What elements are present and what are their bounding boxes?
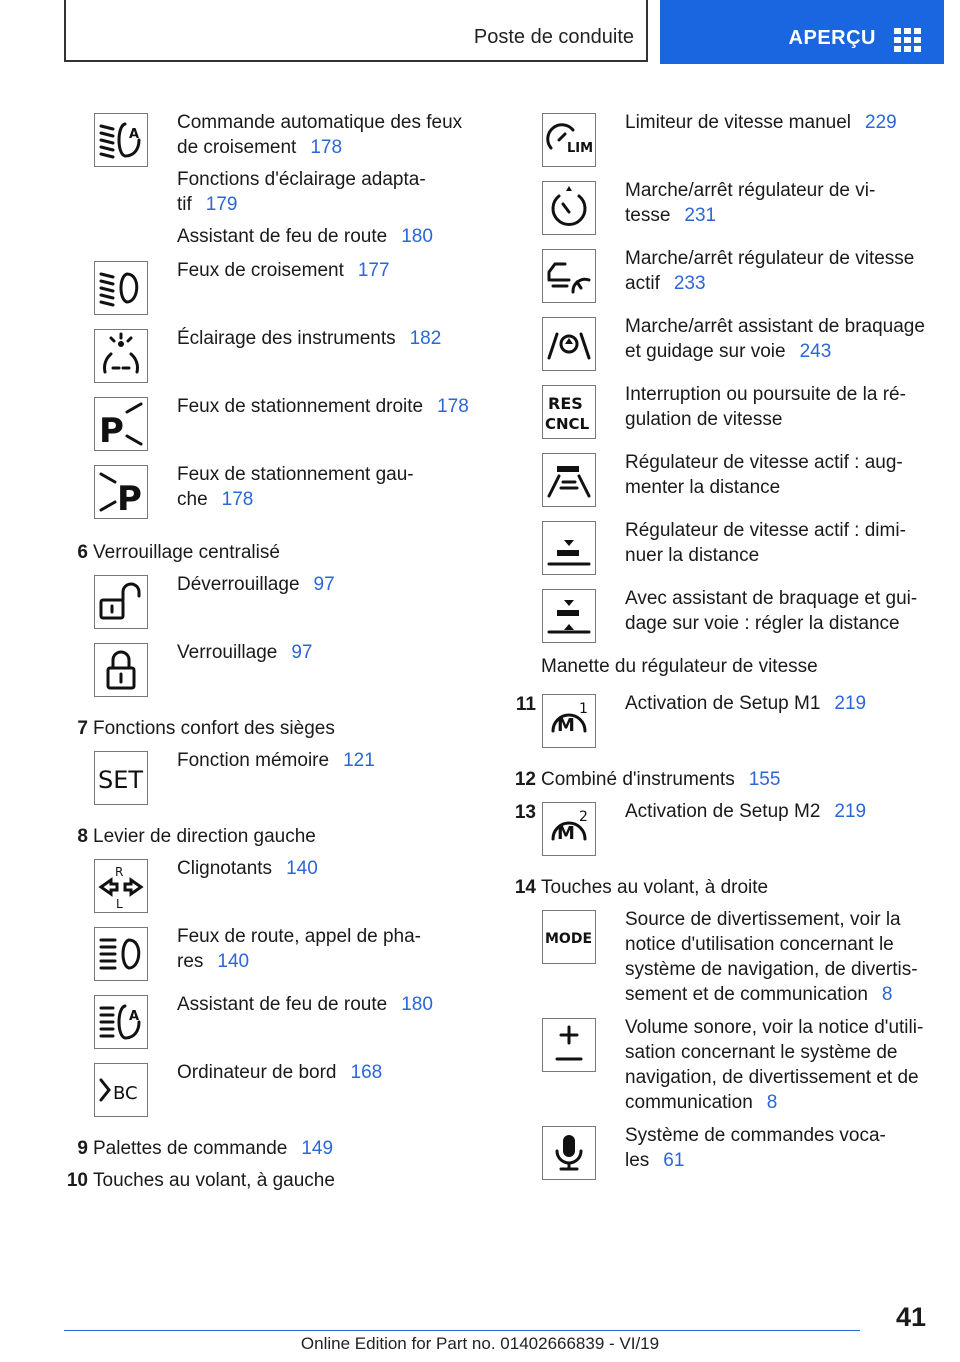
section-spacer (512, 867, 932, 875)
index-entry (625, 382, 932, 432)
entry-label: Feux de croisement (177, 260, 344, 281)
section-11 (512, 691, 932, 759)
index-entry (625, 314, 932, 364)
page-link[interactable]: 97 (313, 574, 335, 595)
index-item (512, 178, 932, 246)
index-entry (177, 992, 484, 1017)
index-item (64, 992, 484, 1060)
index-item (512, 246, 932, 314)
index-item (512, 382, 932, 450)
entry-group (625, 110, 932, 135)
page-link[interactable]: 231 (684, 205, 717, 226)
speed-limiter-icon (542, 113, 596, 167)
header-section-title: Poste de conduite (473, 26, 634, 48)
entry-label: Commande automatique des feux de croisement (177, 112, 463, 158)
section-number: 7 (77, 718, 88, 739)
entry-label: Feux de stationnement gau-che (177, 464, 414, 510)
page-link[interactable]: 179 (205, 194, 238, 215)
index-entry (625, 1123, 932, 1173)
entry-group (625, 799, 932, 824)
page-link[interactable]: 8 (881, 984, 893, 1005)
index-item (64, 572, 484, 640)
index-entry (177, 640, 484, 665)
page-link[interactable]: 140 (286, 858, 318, 879)
svg-text:1: 1 (579, 701, 588, 717)
mode-icon (542, 910, 596, 964)
index-entry (625, 586, 932, 636)
index-item (512, 110, 932, 178)
header-nav-label[interactable]: APERÇU (788, 27, 876, 49)
m1-icon (542, 694, 596, 748)
index-entry (625, 1015, 932, 1115)
index-entry (177, 856, 484, 881)
svg-text:L: L (116, 897, 123, 911)
index-entry (177, 572, 484, 597)
index-entry (625, 691, 932, 716)
entry-group (625, 586, 932, 636)
entry-label: Fonctions d'éclairage adapta-tif (177, 169, 426, 215)
steering-assist-icon (542, 317, 596, 371)
page-link[interactable]: 219 (834, 693, 867, 714)
section-number: 8 (77, 826, 88, 847)
index-entry (625, 110, 932, 135)
entry-group (177, 640, 484, 665)
entry-group (177, 572, 484, 597)
set-icon (94, 751, 148, 805)
entry-label: Clignotants (177, 858, 273, 879)
page-link[interactable]: 219 (834, 801, 867, 822)
section-spacer (64, 1128, 484, 1136)
svg-text:SET: SET (98, 766, 144, 794)
section-spacer (64, 708, 484, 716)
section-title: Verrouillage centralisé (93, 542, 280, 563)
page-link[interactable]: 177 (357, 260, 390, 281)
section-12 (512, 767, 932, 792)
section-title: Palettes de commande (93, 1138, 288, 1159)
header-nav-tab[interactable] (660, 0, 944, 64)
grid-menu-icon[interactable] (894, 28, 922, 52)
svg-text:2: 2 (579, 809, 588, 825)
parking-light-right-icon (94, 397, 148, 451)
entry-group (625, 518, 932, 568)
page-link[interactable]: 168 (350, 1062, 383, 1083)
entry-label: Avec assistant de braquage et gui-dage sur voie : régler la distance (625, 588, 918, 634)
parking-light-left-icon (94, 465, 148, 519)
entry-label: Marche/arrêt régulateur de vitesse actif (625, 248, 915, 294)
page-link[interactable]: 178 (310, 137, 343, 158)
high-beam-icon (94, 927, 148, 981)
index-item (512, 450, 932, 518)
section-7 (64, 716, 484, 741)
page-link[interactable]: 243 (799, 341, 832, 362)
section-9 (64, 1136, 484, 1161)
page-link[interactable]: 180 (401, 994, 433, 1015)
entry-group (625, 450, 932, 500)
svg-text:MODE: MODE (545, 931, 593, 947)
index-item (64, 856, 484, 924)
turn-signal-icon (94, 859, 148, 913)
section-number: 14 (514, 877, 536, 898)
onboard-computer-icon (94, 1063, 148, 1117)
index-entry (177, 224, 484, 249)
entry-group (177, 992, 484, 1017)
page-link[interactable]: 97 (291, 642, 313, 663)
entry-label: Feux de stationnement droite (177, 396, 424, 417)
entry-group (625, 246, 932, 296)
page-link[interactable]: 178 (221, 489, 254, 510)
entry-label: Limiteur de vitesse manuel (625, 112, 851, 133)
index-item (512, 586, 932, 654)
footer-edition: Online Edition for Part no. 01402666839 - VI/19 (300, 1334, 660, 1353)
index-item (512, 1123, 932, 1191)
m2-icon (542, 802, 596, 856)
index-entry (177, 258, 484, 283)
section-spacer (512, 759, 932, 767)
svg-text:P: P (117, 479, 142, 518)
section-number: 6 (77, 542, 88, 563)
entry-group (177, 258, 484, 283)
index-entry (177, 326, 484, 351)
index-entry (177, 1060, 484, 1085)
index-item (64, 326, 484, 394)
res-cncl-icon (542, 385, 596, 439)
index-item (64, 924, 484, 992)
entry-group (177, 748, 484, 773)
index-item (64, 462, 484, 540)
entry-label: Verrouillage (177, 642, 278, 663)
active-cruise-icon (542, 249, 596, 303)
unlock-icon (94, 575, 148, 629)
index-entry (177, 462, 484, 512)
index-entry (625, 178, 932, 228)
entry-group (625, 382, 932, 432)
svg-text:BC: BC (113, 1083, 138, 1104)
entry-label: Régulateur de vitesse actif : dimi-nuer la distance (625, 520, 906, 566)
section-title: Levier de direction gauche (93, 826, 316, 847)
entry-group (177, 326, 484, 351)
section-title: Combiné d'instruments (541, 769, 735, 790)
section-number: 12 (514, 769, 536, 790)
entry-group (625, 691, 932, 716)
svg-text:RES: RES (548, 394, 583, 413)
section-title: Fonctions confort des sièges (93, 718, 335, 739)
index-entry (625, 246, 932, 296)
footer-divider (64, 1330, 860, 1331)
entry-label: Assistant de feu de route (177, 226, 388, 247)
entry-label: Assistant de feu de route (177, 994, 388, 1015)
page-number: 41 (895, 1302, 926, 1332)
distance-decrease-icon (542, 521, 596, 575)
index-item (64, 110, 484, 258)
page-link[interactable]: 121 (343, 750, 375, 771)
right-column (512, 110, 932, 1191)
entry-group (177, 110, 484, 249)
header-section-box (64, 0, 648, 62)
section-number: 11 (515, 694, 536, 715)
entry-label: Volume sonore, voir la notice d'utili-sation concernant le système de navigation, de divertissement et de communication (625, 1017, 924, 1113)
low-beam-icon (94, 261, 148, 315)
lock-icon (94, 643, 148, 697)
page-link[interactable]: 229 (865, 112, 897, 133)
index-item (64, 258, 484, 326)
page-link[interactable]: 155 (748, 769, 781, 790)
entry-group (625, 178, 932, 228)
page-link[interactable]: 233 (673, 273, 706, 294)
entry-group (625, 1123, 932, 1173)
entry-group (177, 856, 484, 881)
index-entry (177, 924, 484, 974)
entry-label: Régulateur de vitesse actif : aug-menter la distance (625, 452, 903, 498)
entry-label: Éclairage des instruments (177, 328, 396, 349)
section-10 (64, 1168, 484, 1193)
index-item (512, 518, 932, 586)
section-14 (512, 875, 932, 900)
page-link[interactable]: 149 (301, 1138, 334, 1159)
entry-group (177, 1060, 484, 1085)
section-8 (64, 824, 484, 849)
index-entry (625, 907, 932, 1007)
entry-label: Fonction mémoire (177, 750, 330, 771)
index-entry (625, 799, 932, 824)
page-link[interactable]: 61 (663, 1150, 685, 1171)
section-title: Touches au volant, à droite (541, 877, 769, 898)
section-number: 9 (77, 1138, 88, 1159)
auto-headlight-icon (94, 113, 148, 167)
svg-text:M: M (557, 823, 575, 844)
entry-group (625, 1015, 932, 1115)
index-item (64, 394, 484, 462)
page-link[interactable]: 178 (437, 396, 469, 417)
entry-group (625, 907, 932, 1007)
index-entry (625, 518, 932, 568)
index-entry (177, 110, 484, 160)
svg-text:LIM: LIM (567, 141, 594, 156)
page-link[interactable]: 180 (401, 226, 433, 247)
page-link[interactable]: 140 (217, 951, 250, 972)
svg-text:R: R (115, 865, 124, 879)
svg-text:A: A (129, 127, 140, 142)
entry-group (625, 314, 932, 364)
index-entry (625, 450, 932, 500)
svg-text:M: M (557, 715, 575, 736)
left-column (64, 110, 484, 1200)
index-entry (177, 748, 484, 773)
entry-group (177, 394, 484, 419)
entry-label: Marche/arrêt régulateur de vi-tesse (625, 180, 876, 226)
index-item (512, 907, 932, 1015)
entry-label: Système de commandes voca-les (625, 1125, 886, 1171)
index-item (512, 1015, 932, 1123)
svg-text:A: A (129, 1009, 140, 1024)
index-item (64, 748, 484, 816)
instrument-lighting-icon (94, 329, 148, 383)
section-spacer (64, 816, 484, 824)
entry-label: Activation de Setup M2 (625, 801, 821, 822)
entry-label: Source de divertissement, voir la notice d'utilisation concernant le système de navigation, de divertis-sement et de communication (625, 909, 918, 1005)
index-entry (177, 394, 484, 419)
entry-label: Ordinateur de bord (177, 1062, 337, 1083)
entry-label: Déverrouillage (177, 574, 300, 595)
high-beam-assist-icon (94, 995, 148, 1049)
section-6 (64, 540, 484, 565)
distance-set-icon (542, 589, 596, 643)
section-number: 10 (66, 1170, 88, 1191)
index-item (512, 314, 932, 382)
entry-label: Marche/arrêt assistant de braquage et guidage sur voie (625, 316, 925, 362)
svg-text:CNCL: CNCL (545, 415, 590, 433)
volume-icon (542, 1018, 596, 1072)
svg-text:P: P (99, 411, 124, 450)
section-title: Touches au volant, à gauche (93, 1170, 335, 1191)
microphone-icon (542, 1126, 596, 1180)
page-link[interactable]: 182 (409, 328, 442, 349)
entry-group (177, 924, 484, 974)
index-item (64, 1060, 484, 1128)
index-item (64, 640, 484, 708)
section-number: 13 (514, 802, 536, 823)
distance-increase-icon (542, 453, 596, 507)
entry-label: Interruption ou poursuite de la ré-gulation de vitesse (625, 384, 906, 430)
cruise-control-icon (542, 181, 596, 235)
cruise-switch-label: Manette du régulateur de vitesse (541, 656, 818, 677)
entry-group (177, 462, 484, 512)
page-link[interactable]: 8 (766, 1092, 778, 1113)
entry-label: Feux de route, appel de pha-res (177, 926, 422, 972)
index-entry (177, 167, 484, 217)
entry-label: Activation de Setup M1 (625, 693, 821, 714)
section-13 (512, 799, 932, 867)
